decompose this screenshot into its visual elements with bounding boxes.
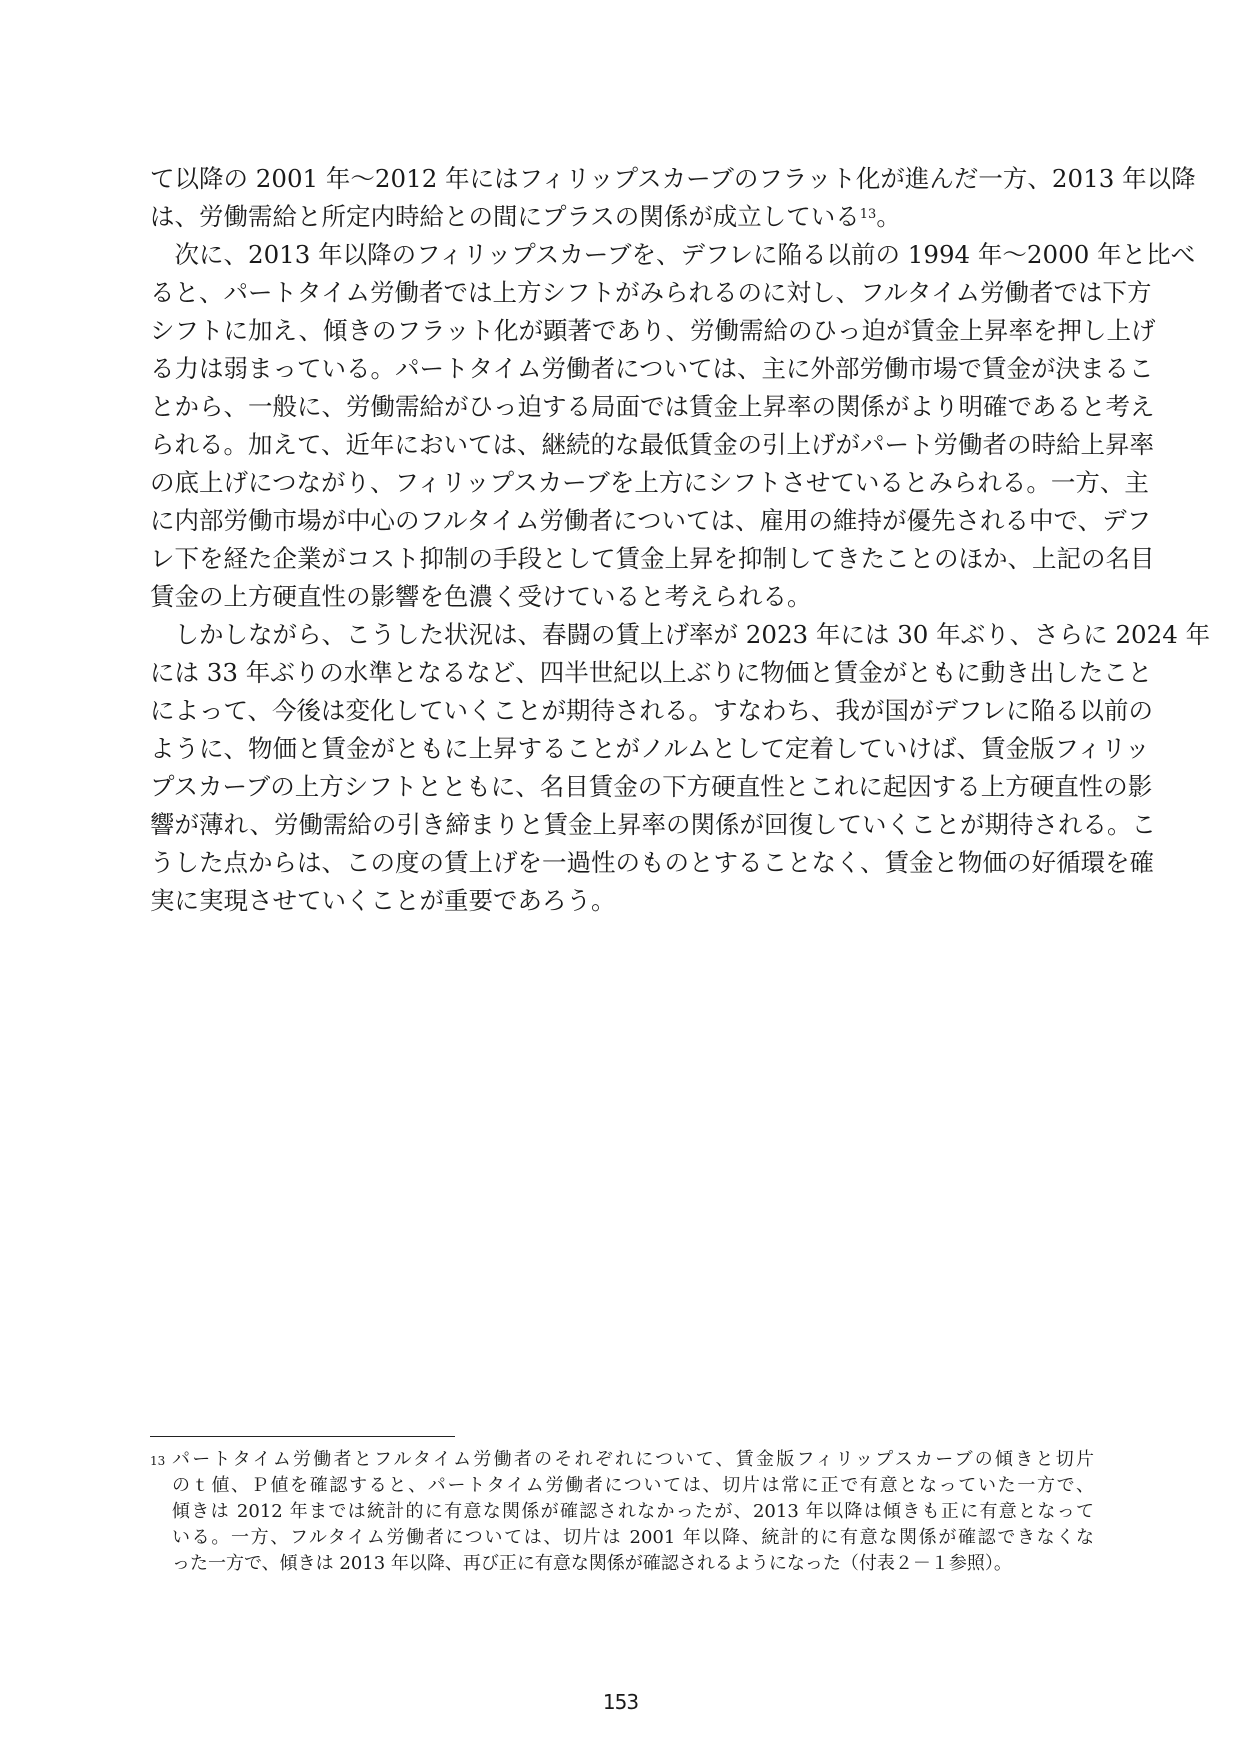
body-line-5: シフトに加え、傾きのフラット化が顕著であり、労働需給のひっ迫が賃金上昇率を押し上げ [150, 316, 1156, 345]
body-line-8: られる。加えて、近年においては、継続的な最低賃金の引上げがパート労働者の時給上昇率 [150, 430, 1155, 459]
footnote-line-5: った一方で、傾きは 2013 年以降、再び正に有意な関係が確認されるようになった（付表２－１参照）。 [172, 1553, 1012, 1574]
body-line-17: プスカーブの上方シフトとともに、名目賃金の下方硬直性とこれに起因する上方硬直性の影 [150, 772, 1153, 801]
body-line-20: 実に実現させていくことが重要であろう。 [150, 886, 616, 915]
footnote-reference[interactable]: 13 [859, 207, 877, 222]
body-line-1: て以降の 2001 年～2012 年にはフィリップスカーブのフラット化が進んだ一方、2013 年以降 [150, 164, 1196, 193]
body-line-2 [150, 198, 1094, 236]
footnote-marker: 13 [150, 1454, 166, 1468]
body-line-2-text: は、労働需給と所定内時給との間にプラスの関係が成立している [150, 202, 860, 231]
body-line-15: によって、今後は変化していくことが期待される。すなわち、我が国がデフレに陥る以前の [150, 696, 1154, 725]
page-number: 153 [602, 1690, 639, 1714]
body-line-14: には 33 年ぶりの水準となるなど、四半世紀以上ぶりに物価と賃金がともに動き出したこと [150, 658, 1153, 687]
footnote-line-1: パートタイム労働者とフルタイム労働者のそれぞれについて、賃金版フィリップスカーブの傾きと切片 [172, 1449, 1094, 1470]
body-line-13: しかしながら、こうした状況は、春闘の賃上げ率が 2023 年には 30 年ぶり、さらに 2024 年 [150, 620, 1211, 649]
body-line-11: レ下を経た企業がコスト抑制の手段として賃金上昇を抑制してきたことのほか、上記の名目 [150, 544, 1155, 573]
body-line-16: ように、物価と賃金がともに上昇することがノルムとして定着していけば、賃金版フィリッ [150, 734, 1150, 763]
body-line-2-tail: 。 [876, 202, 901, 231]
footnote-line-2: のｔ値、Ｐ値を確認すると、パートタイム労働者については、切片は常に正で有意となっていた一方で、 [172, 1475, 1094, 1496]
body-line-3: 次に、2013 年以降のフィリップスカーブを、デフレに陥る以前の 1994 年～2000 年と比べ [150, 240, 1196, 269]
footnote-line-3: 傾きは 2012 年までは統計的に有意な関係が確認されなかったが、2013 年以降は傾きも正に有意となって [172, 1501, 1094, 1522]
body-line-6: る力は弱まっている。パートタイム労働者については、主に外部労働市場で賃金が決まるこ [150, 354, 1154, 383]
body-line-18: 響が薄れ、労働需給の引き締まりと賃金上昇率の関係が回復していくことが期待される。こ [150, 810, 1156, 839]
footnote-separator [150, 1436, 455, 1437]
body-line-19: うした点からは、この度の賃上げを一過性のものとすることなく、賃金と物価の好循環を確 [150, 848, 1155, 877]
body-line-4: ると、パートタイム労働者では上方シフトがみられるのに対し、フルタイム労働者では下方 [150, 278, 1152, 307]
body-line-10: に内部労働市場が中心のフルタイム労働者については、雇用の維持が優先される中で、デフ [150, 506, 1152, 535]
body-line-9: の底上げにつながり、フィリップスカーブを上方にシフトさせているとみられる。一方、主 [150, 468, 1149, 497]
body-line-7: とから、一般に、労働需給がひっ迫する局面では賃金上昇率の関係がより明確であると考え [150, 392, 1155, 421]
body-line-12: 賃金の上方硬直性の影響を色濃く受けていると考えられる。 [150, 582, 812, 611]
footnote-line-4: いる。一方、フルタイム労働者については、切片は 2001 年以降、統計的に有意な関係が確認できなくな [172, 1527, 1094, 1548]
